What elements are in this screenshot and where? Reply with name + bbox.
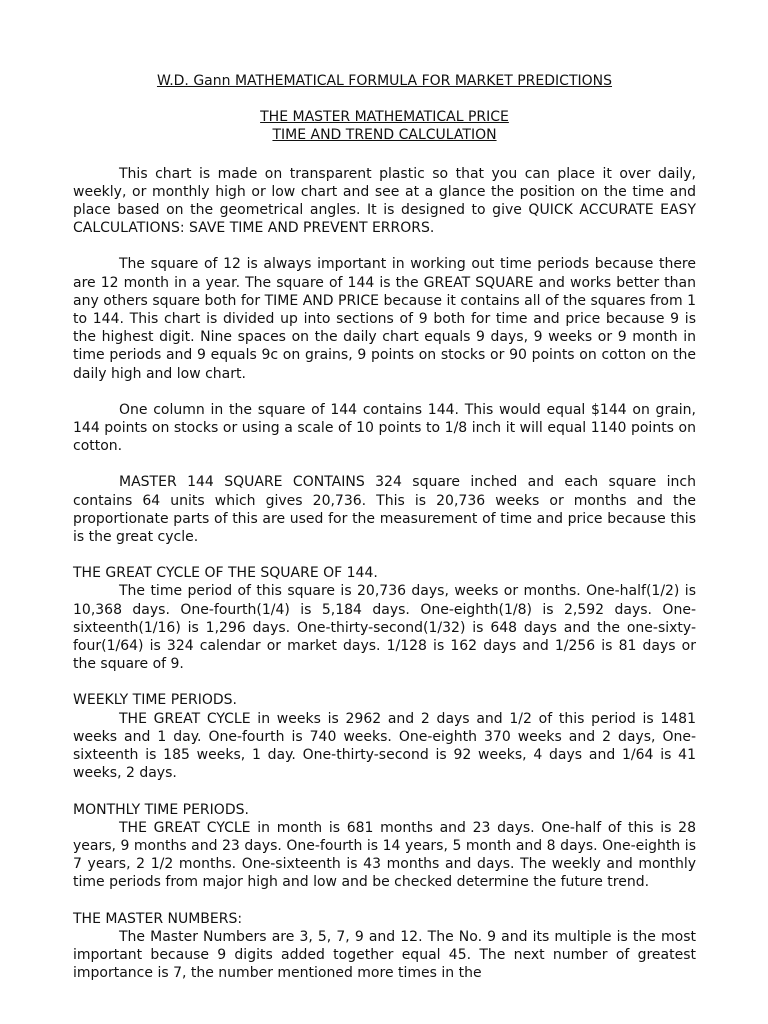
section-heading: MONTHLY TIME PERIODS. bbox=[73, 801, 249, 818]
paragraph-square-of-12: The square of 12 is always important in working out time periods because there are 12 month in a year. The square of 144 is the GREAT SQUARE and works better than any others square both for TIME AND PRICE because it contains all of the squares from 1 to 144. This chart is divided up into sections of 9 both for time and price because 9 is the highest digit. Nine spaces on the daily chart equals 9 days, 9 weeks or 9 month in time periods and 9 equals 9c on grains, 9 points on stocks or 90 points on cotton on the daily high and low chart. bbox=[73, 256, 696, 382]
section-master-numbers bbox=[73, 910, 696, 983]
paragraph-master-144-square: MASTER 144 SQUARE CONTAINS 324 square inched and each square inch contains 64 units which gives 20,736. This is 20,736 weeks or months and the proportionate parts of this are used for the measurement of time and price because this is the great cycle. bbox=[73, 474, 696, 546]
section-body: The Master Numbers are 3, 5, 7, 9 and 12. The No. 9 and its multiple is the most important because 9 digits added together equal 45. The next number of greatest importance is 7, the number mentioned more times in the bbox=[73, 928, 696, 982]
section-body: THE GREAT CYCLE in month is 681 months and 23 days. One-half of this is 28 years, 9 months and 23 days. One-fourth is 14 years, 5 month and 8 days. One-eighth is 7 years, 2 1/2 months. One-sixteenth is 43 months and days. The weekly and monthly time periods from major high and low and be checked determine the future trend. bbox=[73, 819, 696, 891]
document-subtitle-line-2: TIME AND TREND CALCULATION bbox=[272, 127, 497, 144]
paragraph-one-column: One column in the square of 144 contains 144. This would equal $144 on grain, 144 points on stocks or using a scale of 10 points to 1/8 inch it will equal 1140 points on cotton. bbox=[73, 401, 696, 455]
section-heading: THE GREAT CYCLE OF THE SQUARE OF 144. bbox=[73, 565, 378, 582]
section-monthly-time-periods bbox=[73, 801, 696, 892]
paragraph-transparent-chart: This chart is made on transparent plastic so that you can place it over daily, weekly, or monthly high or low chart and see at a glance the position on the time and place based on the geometrical angles. It is designed to give QUICK ACCURATE EASY CALCULATIONS: SAVE TIME AND PREVENT ERRORS. bbox=[73, 165, 696, 237]
document-title: W.D. Gann MATHEMATICAL FORMULA FOR MARKET PREDICTIONS bbox=[156, 73, 613, 89]
section-heading: THE MASTER NUMBERS: bbox=[73, 910, 243, 927]
section-weekly-time-periods bbox=[73, 691, 696, 782]
document-subtitle-line-1: THE MASTER MATHEMATICAL PRICE bbox=[260, 109, 509, 126]
section-body: The time period of this square is 20,736 days, weeks or months. One-half(1/2) is 10,368 days. One-fourth(1/4) is 5,184 days. One-eighth(1/8) is 2,592 days. One-sixteenth(1/16) is 1,296 days. One-thirty-second(1/32) is 648 days and the one-sixty-four(1/64) is 324 calendar or market days. 1/128 is 162 days and 1/256 is 81 days or the square of 9. bbox=[73, 583, 696, 673]
section-body: THE GREAT CYCLE in weeks is 2962 and 2 days and 1/2 of this period is 1481 weeks and 1 day. One-fourth is 740 weeks. One-eighth 370 weeks and 2 days, One-sixteenth is 185 weeks, 1 day. One-thirty-second is 92 weeks, 4 days and 1/64 is 41 weeks, 2 days. bbox=[73, 710, 696, 782]
section-great-cycle bbox=[73, 564, 696, 673]
subtitle-block bbox=[73, 108, 696, 144]
section-heading: WEEKLY TIME PERIODS. bbox=[73, 692, 237, 709]
